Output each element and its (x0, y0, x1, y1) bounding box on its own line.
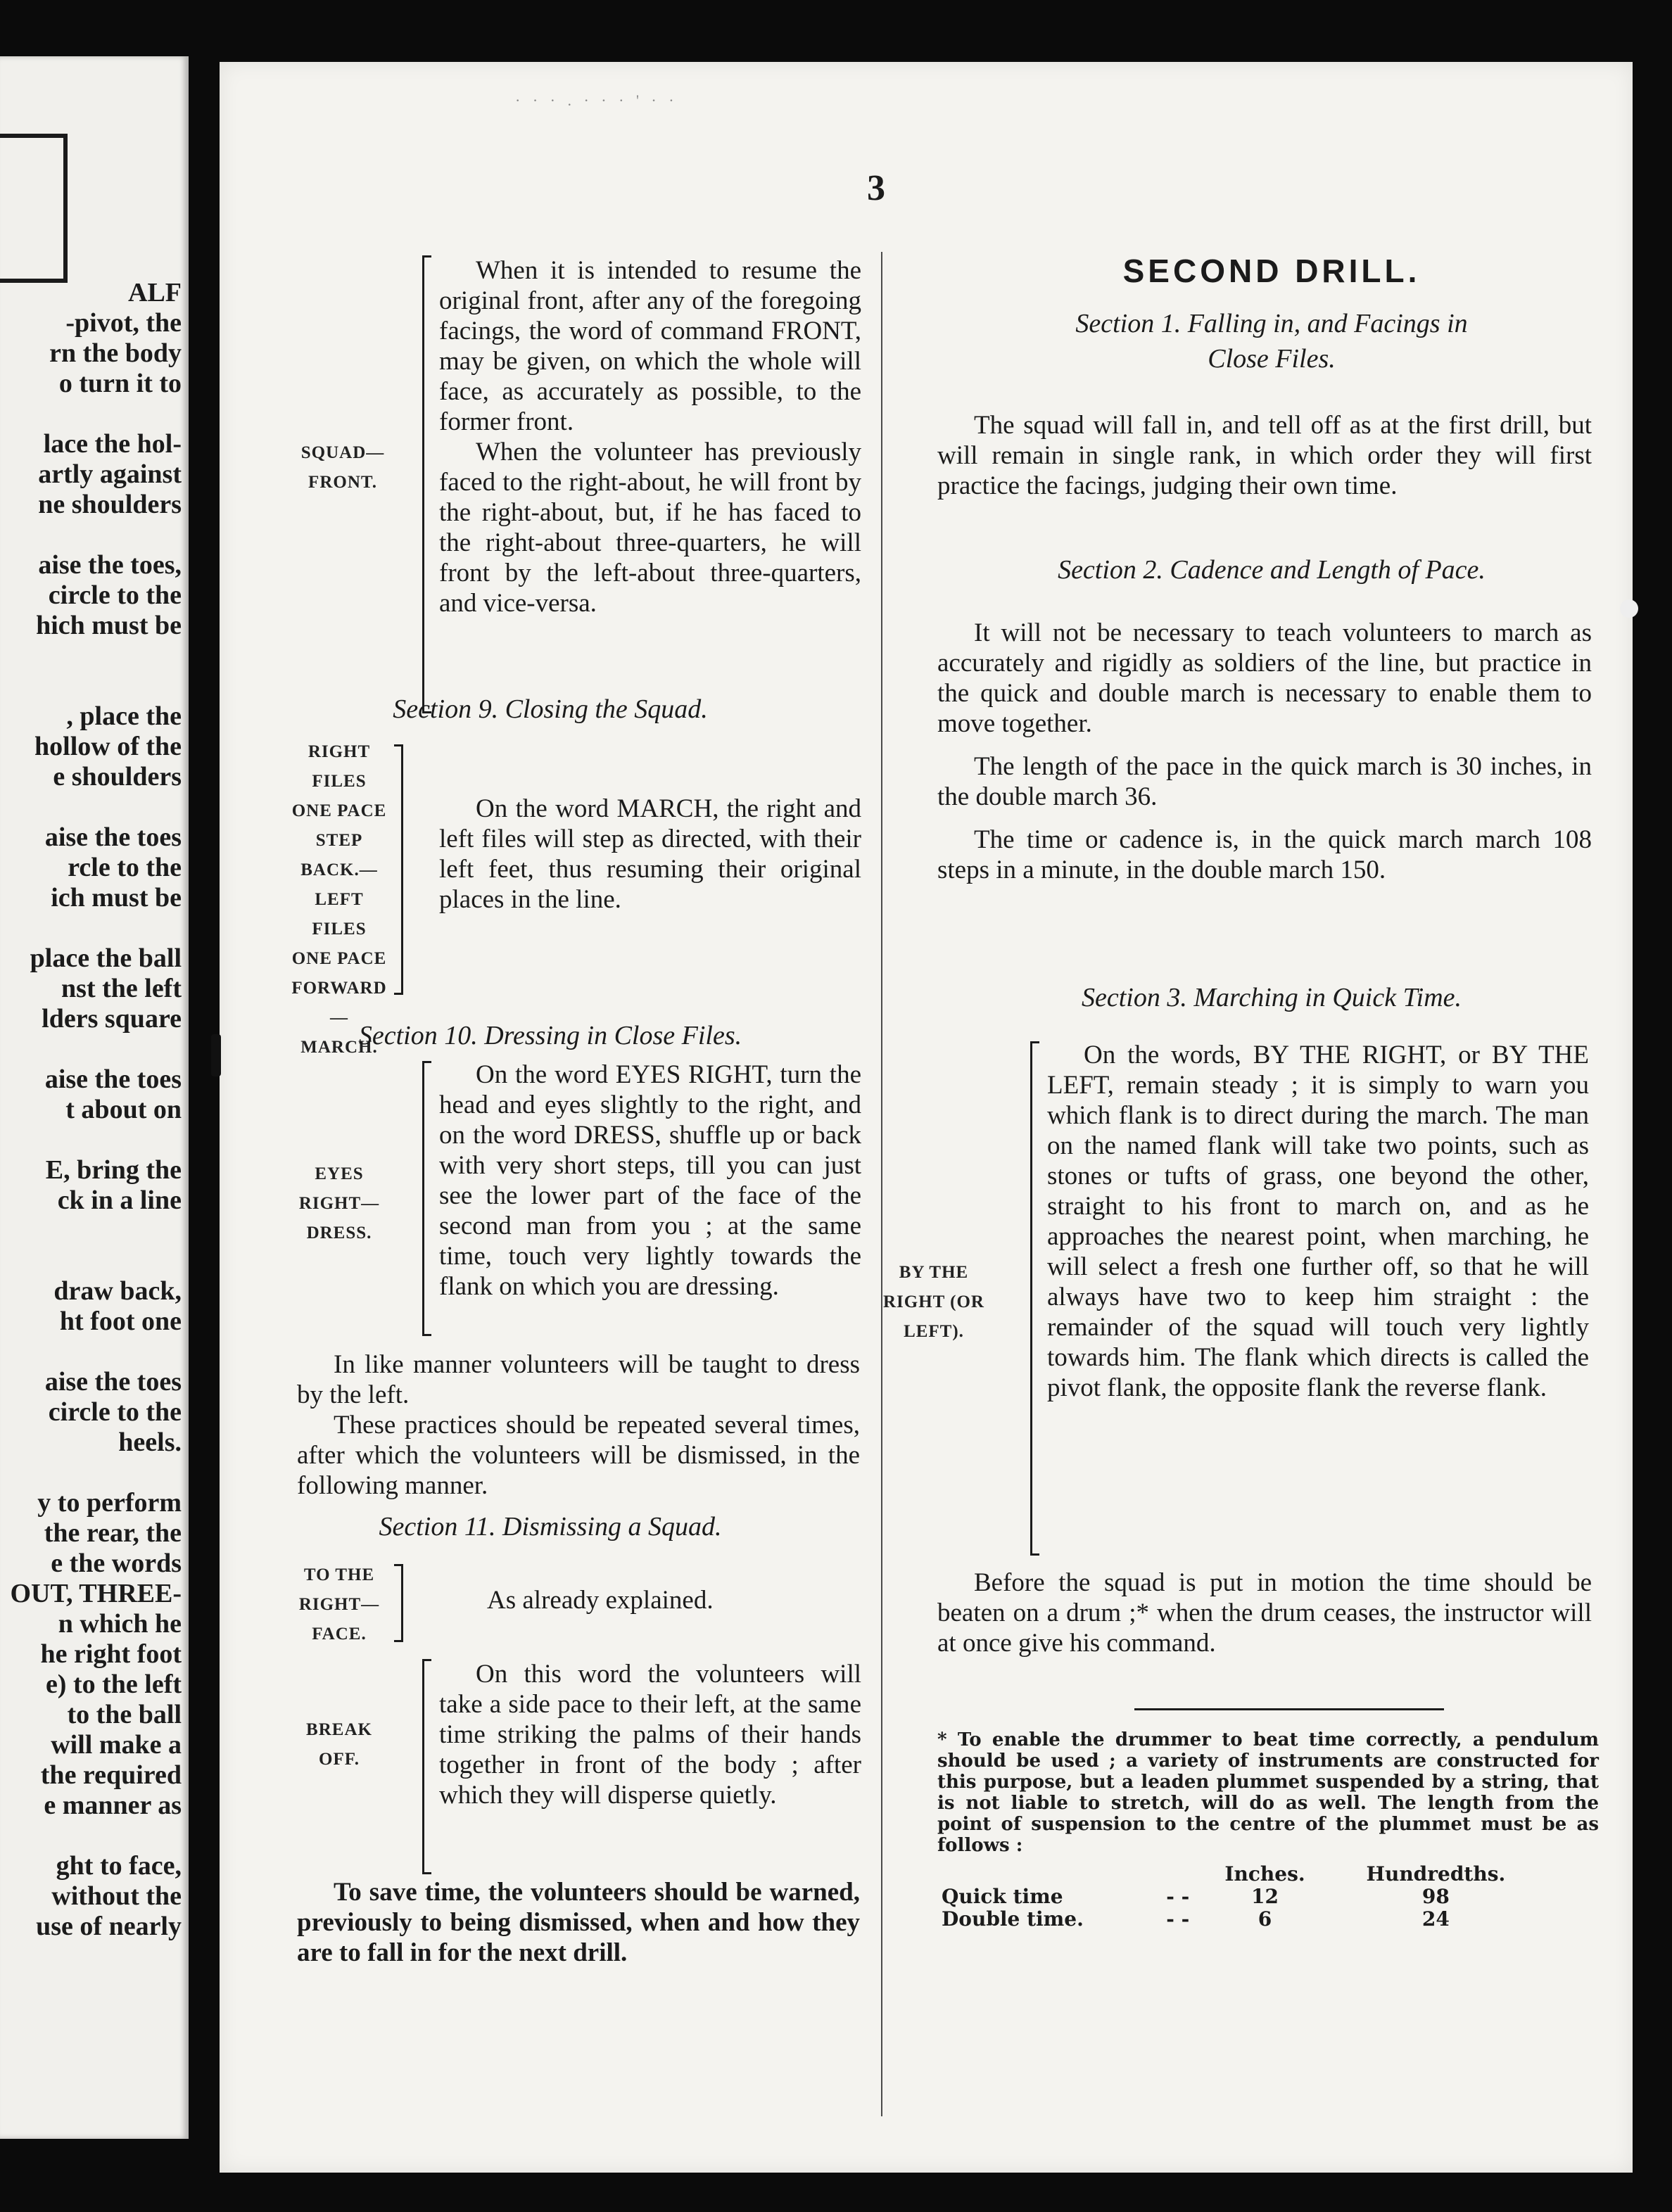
margin-label-section-9: RIGHT FILES ONE PACE STEP BACK.— LEFT FILES ONE PACE FORWARD— MARCH. (291, 742, 387, 1057)
section-10-after (297, 1349, 860, 1501)
section-11-heading: Section 11. Dismissing a Squad. (379, 1512, 722, 1542)
left-page-line: aise the toes (44, 1367, 182, 1397)
left-page-line: lders square (42, 1004, 182, 1034)
left-page-line: the required (40, 1760, 182, 1790)
section-10-after-1: In like manner volunteers will be taught to dress by the left. (297, 1350, 860, 1409)
table-cell: - - (1166, 1885, 1190, 1908)
left-page-line: ht foot one (59, 1307, 182, 1336)
squad-front-text (439, 255, 861, 618)
left-page-line: y to perform (37, 1488, 182, 1518)
table-cell: 24 (1421, 1907, 1450, 1931)
section-2-paragraph-3: The time or cadence is, in the quick march march 108 steps in a minute, in the double march 150. (937, 825, 1592, 884)
left-page-line: e the words (51, 1549, 182, 1578)
left-page-line: place the ball (30, 943, 182, 973)
left-page-line: ght to face, (56, 1851, 182, 1881)
left-page-box-rule (0, 134, 68, 283)
left-page-line: ck in a line (57, 1186, 182, 1215)
section-9-heading: Section 9. Closing the Squad. (393, 694, 708, 724)
left-page-line: artly against (38, 459, 182, 489)
page (220, 62, 1633, 2173)
section-1-heading-line-2: Close Files. (1208, 344, 1336, 374)
left-page-line: nst the left (61, 974, 182, 1003)
column-divider (881, 252, 882, 2116)
section-9-paragraph: On the word MARCH, the right and left files will step as directed, with their left feet, thus resuming their original places in the line. (439, 794, 861, 914)
table-cell: 6 (1258, 1907, 1272, 1931)
section-2-paragraph-2: The length of the pace in the quick march is 30 inches, in the double march 36. (937, 752, 1592, 811)
left-page-line: rn the body (49, 338, 182, 368)
left-page-line: aise the toes (44, 822, 182, 852)
section-2-text (937, 618, 1592, 885)
left-page-line: ALF (128, 278, 182, 307)
section-3-paragraph: On the words, BY THE RIGHT, or BY THE LEFT, remain steady ; it is simply to warn you which flank is to direct during the march. The man on the named flank will take two points, such as stones or tufts of grass, one beyond the other, straight to his front to march on, and as he approaches the nearest point, when marching, he will select a fresh one further off, so that he will always have two to keep him straight : the remainder of the squad will touch very lightly towards him. The flank which directs is called the pivot flank, the opposite flank the reverse flank. (1047, 1041, 1589, 1402)
section-1-paragraph: The squad will fall in, and tell off as at the first drill, but will remain in single rank, in which order they will first practice the facings, judging their own time. (937, 411, 1592, 500)
left-page-line: hollow of the (34, 732, 182, 761)
table-cell: - - (1166, 1907, 1190, 1931)
left-page-line: circle to the (48, 580, 182, 610)
section-11-break-off-paragraph: On this word the volunteers will take a side pace to their left, at the same time striking the palms of their hands together in front of the body ; after which they will disperse quietly. (439, 1660, 861, 1810)
left-page-line: aise the toes (44, 1064, 182, 1094)
table-header: Inches. (1224, 1862, 1305, 1886)
scan-speck (1620, 599, 1638, 618)
left-page-line: o turn it to (58, 369, 182, 398)
brace (422, 1061, 431, 1336)
brace (394, 744, 403, 995)
left-page-line: e manner as (44, 1791, 182, 1820)
left-page-line: will make a (51, 1730, 182, 1760)
footnote: * To enable the drummer to beat time correctly, a pendulum should be used ; a variety of instruments are constructed for this purpose, but a leaden plummet suspended by a string, that is not liable to stretch, will do as well. The length from the point of suspension to the centre of the plummet must be as follows : (937, 1729, 1599, 1856)
section-2-heading: Section 2. Cadence and Length of Pace. (1058, 555, 1486, 585)
table-cell: 98 (1421, 1885, 1450, 1908)
left-page-line: ich must be (51, 883, 182, 913)
scan-speck (211, 1034, 221, 1076)
left-page-line: the rear, the (44, 1518, 182, 1548)
section-title: SECOND DRILL. (1122, 253, 1421, 289)
table-header-row (937, 1863, 1543, 1886)
section-1-heading-line-1: Section 1. Falling in, and Facings in (1075, 309, 1468, 338)
section-3-after-paragraph: Before the squad is put in motion the time should be beaten on a drum ;* when the drum ceases, the instructor will at once give his command. (937, 1568, 1592, 1658)
section-10-paragraph: On the word EYES RIGHT, turn the head and eyes slightly to the right, and on the word DRESS, shuffle up or back with very short steps, till you can just see the lower part of the face of the second man from you ; at the same time, touch very lightly towards the flank on which you are dressing. (439, 1060, 861, 1301)
margin-label-squad-front: SQUAD— FRONT. (300, 443, 385, 492)
section-10-text (439, 1060, 861, 1302)
left-page-line: he right foot (40, 1639, 182, 1669)
left-page-line: E, bring the (45, 1155, 182, 1185)
left-page-line: t about on (65, 1095, 182, 1124)
section-3-after (937, 1568, 1592, 1658)
margin-label-section-10: EYES RIGHT— DRESS. (298, 1164, 380, 1242)
left-page-line: e shoulders (53, 762, 182, 792)
closing-paragraph: To save time, the volunteers should be warned, previously to being dismissed, when and how they are to fall in for the next drill. (297, 1878, 860, 1967)
table-cell: Double time. (942, 1907, 1084, 1931)
left-page-line: to the ball (67, 1700, 182, 1729)
left-page-line: lace the hol- (43, 429, 182, 459)
squad-front-para-2: When the volunteer has previously faced to the right-about, he will front by the right-about, but, if he has faced to the right-about three-quarters, he will front by the left-about three-quarters, and vice-versa. (439, 438, 861, 618)
table-header (937, 1863, 1155, 1886)
brace (422, 1659, 431, 1874)
section-11-text-2 (439, 1659, 861, 1810)
table-header (1155, 1863, 1201, 1886)
left-page-line: draw back, (53, 1276, 182, 1306)
brace (422, 255, 431, 713)
section-3-text (1047, 1040, 1589, 1403)
section-1-text (937, 410, 1592, 501)
section-9-text (439, 794, 861, 915)
left-page-line: -pivot, the (65, 308, 182, 338)
left-page-line: OUT, THREE- (10, 1579, 182, 1608)
section-3-heading: Section 3. Marching in Quick Time. (1082, 983, 1462, 1012)
squad-front-para-1: When it is intended to resume the original front, after any of the foregoing facings, the word of command FRONT, may be given, on which the whole will face, as accurately as possible, to the former front. (439, 256, 861, 436)
header-smudge: · · · . · · · ' · · (515, 91, 678, 109)
section-10-heading: Section 10. Dressing in Close Files. (358, 1021, 742, 1050)
margin-label-by-the-right: BY THE RIGHT (OR LEFT). (883, 1263, 984, 1341)
footnote-rule (1134, 1708, 1444, 1710)
section-11-as-explained: As already explained. (487, 1586, 714, 1615)
left-page-line: ne shoulders (38, 490, 182, 519)
section-11-text-1 (487, 1585, 867, 1615)
left-page-line: hich must be (36, 611, 182, 640)
left-page-line: rcle to the (68, 853, 182, 882)
brace (1030, 1041, 1039, 1556)
left-page-line: heels. (118, 1428, 182, 1457)
left-page-line: aise the toes, (38, 550, 182, 580)
left-page-line: e) to the left (45, 1670, 182, 1699)
table-cell: Quick time (942, 1885, 1063, 1908)
left-page-line: without the (51, 1881, 182, 1911)
margin-label-right-face: TO THE RIGHT— FACE. (298, 1565, 380, 1644)
margin-label-break-off: BREAK OFF. (306, 1720, 372, 1769)
pendulum-table (937, 1863, 1543, 1931)
left-page-line: , place the (66, 701, 182, 731)
table-header: Hundredths. (1366, 1862, 1506, 1886)
left-page-line: circle to the (48, 1397, 182, 1427)
table-row (937, 1908, 1543, 1931)
section-10-after-2: These practices should be repeated several times, after which the volunteers will be dismissed, in the following manner. (297, 1411, 860, 1500)
table-cell: 12 (1251, 1885, 1279, 1908)
section-2-paragraph-1: It will not be necessary to teach volunteers to march as accurately and rigidly as soldiers of the line, but practice in the quick and double march is necessary to enable them to move together. (937, 618, 1592, 738)
table-row (937, 1886, 1543, 1908)
left-page-line: use of nearly (36, 1912, 182, 1941)
page-number: 3 (867, 168, 885, 208)
brace (394, 1564, 403, 1642)
previous-page-fragment (0, 56, 189, 2139)
section-11-closing (297, 1877, 860, 1968)
left-page-line: n which he (58, 1609, 182, 1639)
